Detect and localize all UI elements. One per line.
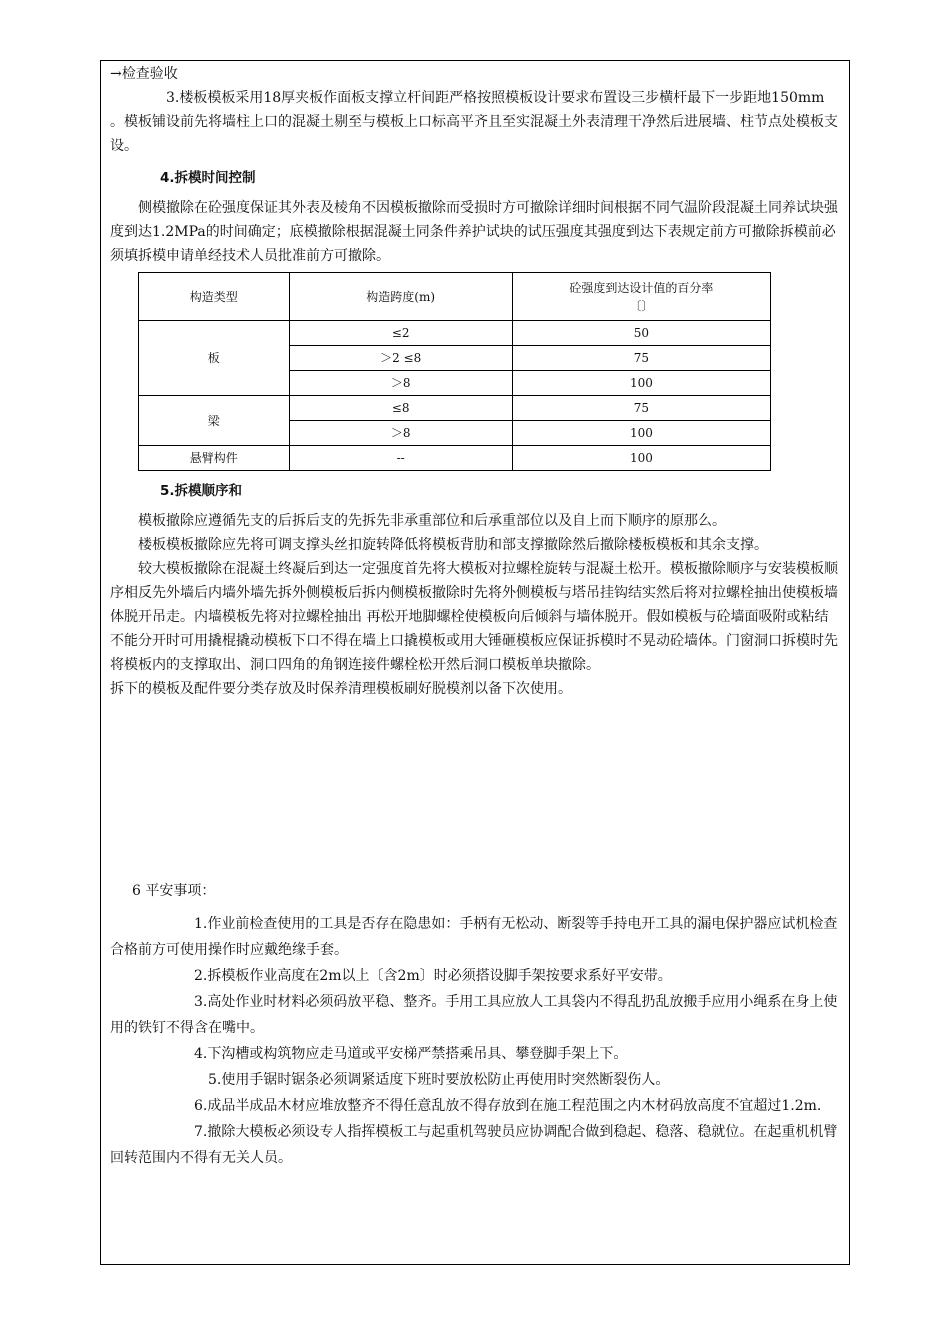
cell-value: 75 (512, 346, 770, 371)
section-6-title: 6 平安事项： (132, 883, 216, 899)
section-5-paragraph-2: 楼板模板撤除应先将可调支撑头丝扣旋转降低将模板背肋和部支撑撤除然后撤除楼板模板和其余支撑。 (138, 537, 768, 553)
cell-span: ≤2 (289, 321, 512, 346)
safety-item-2: 2.拆模板作业高度在2m以上〔含2m〕时必须搭设脚手架按要求系好平安带。 (194, 968, 672, 984)
table-row (139, 396, 771, 421)
cell-type-beam: 梁 (139, 396, 290, 446)
cell-type-slab: 板 (139, 321, 290, 396)
section-4-title: 4.拆模时间控制 (160, 170, 256, 186)
section-5-paragraph-3: 较大模板撤除在混凝土终凝后到达一定强度首先将大模板对拉螺栓旋转与混凝土松开。模板撤除顺序与安装模板顺序相反先外墙后内墙外墙先拆外侧模板后拆内侧模板撤除时先将外侧模板与塔吊挂钩结实然后将对拉螺栓抽出使模板墙体脱开吊走。内墙模板先将对拉螺栓抽出 再松开地脚螺栓使模板向后倾斜与墙体脱开。假如模板与砼墙面吸附或粘结不能分开时可用撬棍撬动模板下口不得在墙上口撬模板或用大锤砸模板应保证拆模时不晃动砼墙体。门窗洞口拆模时先将模板内的支撑取出、洞口四角的角钢连接件螺栓松开然后洞口模板单块撤除。 (110, 561, 838, 673)
table-row (139, 446, 771, 471)
blank-space (110, 701, 842, 879)
paragraph-3: 3.楼板模板采用18厚夹板作面板支撑立杆间距严格按照模板设计要求布置设三步横杆最下一步距地150mm 。模板铺设前先将墙柱上口的混凝土剔至与模板上口标高平齐且至实混凝土外表清理干净然后进展墙、柱节点处模板支设。 (110, 90, 838, 154)
safety-item-4: 4.下沟槽或构筑物应走马道或平安梯严禁搭乘吊具、攀登脚手架上下。 (194, 1046, 628, 1062)
cell-value: 100 (512, 371, 770, 396)
header-strength-percent (512, 273, 770, 321)
document-body (110, 62, 842, 1171)
section-4-paragraph: 侧模撤除在砼强度保证其外表及棱角不因模板撤除而受损时方可撤除详细时间根据不同气温阶段混凝土同养试块强度到达1.2MPa的时间确定；底模撤除根据混凝土同条件养护试块的试压强度其强度到达下表规定前方可撤除拆模前必须填拆模申请单经技术人员批准前方可撤除。 (110, 200, 838, 264)
safety-item-3: 3.高处作业时材料必须码放平稳、整齐。手用工具应放人工具袋内不得乱扔乱放搬手应用小绳系在身上使用的铁钉不得含在嘴中。 (110, 994, 838, 1036)
table-row (139, 321, 771, 346)
section-5-paragraph-4: 拆下的模板及配件要分类存放及时保养清理模板刷好脱模剂以备下次使用。 (110, 681, 572, 697)
section-5-title: 5.拆模顺序和 (160, 483, 243, 499)
cell-span: ≤8 (289, 396, 512, 421)
cell-value: 75 (512, 396, 770, 421)
section-5-paragraph-1: 模板撤除应遵循先支的后拆后支的先拆先非承重部位和后承重部位以及自上而下顺序的原那么。 (138, 513, 726, 529)
table-header-row (139, 273, 771, 321)
cell-span: -- (289, 446, 512, 471)
header-structure-type: 构造类型 (139, 273, 290, 321)
cell-span: ＞8 (289, 421, 512, 446)
intro-line: →检查验收 (110, 66, 178, 82)
cell-value: 100 (512, 421, 770, 446)
header-structure-span: 构造跨度(m) (289, 273, 512, 321)
header-strength-label: 砼强度到达设计值的百分率 (569, 280, 714, 295)
safety-item-5: 5.使用手锯时锯条必须调紧适度下班时要放松防止再使用时突然断裂伤人。 (208, 1072, 670, 1088)
header-strength-unit: 〔〕 (629, 298, 654, 313)
formwork-removal-table (138, 272, 771, 471)
cell-value: 100 (512, 446, 770, 471)
safety-item-1: 1.作业前检查使用的工具是否存在隐患如：手柄有无松动、断裂等手持电开工具的漏电保护器应试机检查合格前方可使用操作时应戴绝缘手套。 (110, 916, 838, 958)
cell-span: ＞8 (289, 371, 512, 396)
safety-item-7: 7.撤除大模板必须设专人指挥模板工与起重机驾驶员应协调配合做到稳起、稳落、稳就位。在起重机机臂回转范围内不得有无关人员。 (110, 1124, 838, 1166)
safety-item-6: 6.成品半成品木材应堆放整齐不得任意乱放不得存放到在施工程范围之内木材码放高度不宜超过1.2m. (194, 1098, 822, 1114)
cell-span: ＞2 ≤8 (289, 346, 512, 371)
cell-type-cantilever: 悬臂构件 (139, 446, 290, 471)
cell-value: 50 (512, 321, 770, 346)
